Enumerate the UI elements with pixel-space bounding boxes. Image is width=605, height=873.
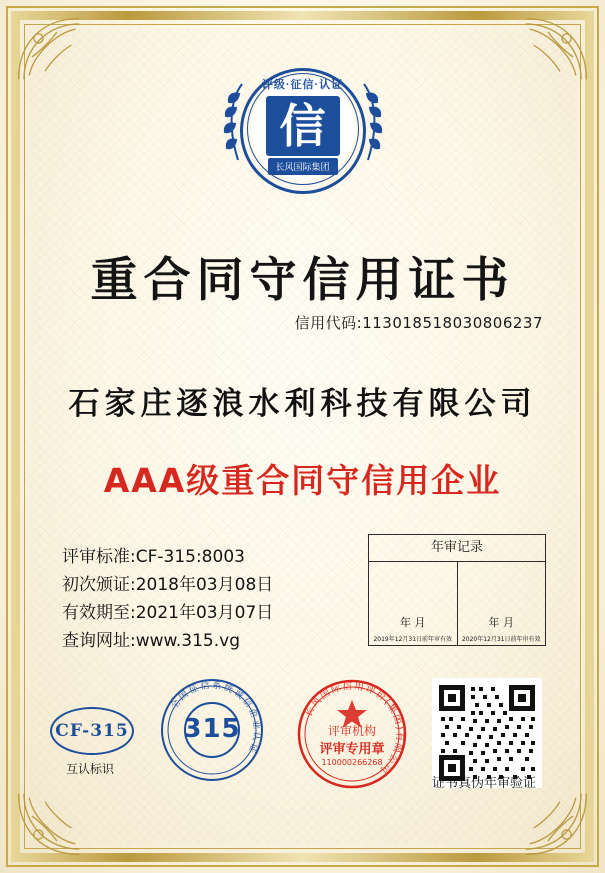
certificate-title: 重合同守信用证书 bbox=[90, 253, 515, 308]
organization-emblem bbox=[220, 62, 386, 194]
emblem-top-text: 评级·征信·认证 bbox=[261, 79, 344, 91]
red-seal-line-1: 评审机构 bbox=[327, 724, 376, 738]
certificate-details bbox=[62, 543, 273, 655]
annual-review-year-month: 年 月 bbox=[488, 616, 514, 629]
grade-line: AAA级重合同守信用企业 bbox=[103, 461, 502, 500]
detail-website: 查询网址:www.315.vg bbox=[62, 631, 240, 651]
detail-valid-until: 有效期至:2021年03月07日 bbox=[62, 603, 274, 623]
cf315-caption: 互认标识 bbox=[65, 762, 114, 776]
detail-issue-date: 初次颁证:2018年03月08日 bbox=[62, 575, 274, 595]
annual-review-note: 2019年12月31日前年审有效 bbox=[373, 636, 453, 643]
annual-review-box bbox=[368, 534, 546, 646]
company-name: 石家庄逐浪水利科技有限公司 bbox=[68, 386, 537, 422]
red-seal-center-text bbox=[296, 678, 408, 790]
blue-seal-center-text bbox=[160, 678, 264, 782]
annual-review-year-month: 年 月 bbox=[400, 616, 426, 629]
credit-code: 信用代码:113018518030806237 bbox=[294, 314, 543, 332]
cf315-badge: CF-315 bbox=[50, 707, 134, 755]
emblem-center-character: 信 bbox=[266, 96, 340, 156]
red-seal-line-2: 评审专用章 bbox=[319, 742, 385, 757]
laurel-wreath-icon bbox=[222, 80, 248, 164]
emblem-group-band: 长风国际集团 bbox=[267, 158, 337, 175]
qr-caption: 证书真伪年审验证 bbox=[431, 776, 536, 791]
annual-review-title: 年审记录 bbox=[369, 535, 545, 562]
annual-review-cell bbox=[369, 562, 457, 645]
annual-review-cell bbox=[457, 562, 546, 645]
annual-review-note: 2020年12月31日前年审有效 bbox=[461, 636, 541, 643]
svg-text:长风国际信用评价(集团)有限公司: 长风国际信用评价(集团)有限公司 bbox=[302, 680, 406, 777]
svg-text:全国征信系统诚信企业认证: 全国征信系统诚信企业认证 bbox=[169, 680, 262, 756]
blue-seal-number: 315 bbox=[183, 714, 241, 744]
detail-standard: 评审标准:CF-315:8003 bbox=[62, 547, 245, 567]
laurel-wreath-icon bbox=[358, 80, 384, 164]
red-seal-number: 110000266268 bbox=[321, 758, 383, 767]
